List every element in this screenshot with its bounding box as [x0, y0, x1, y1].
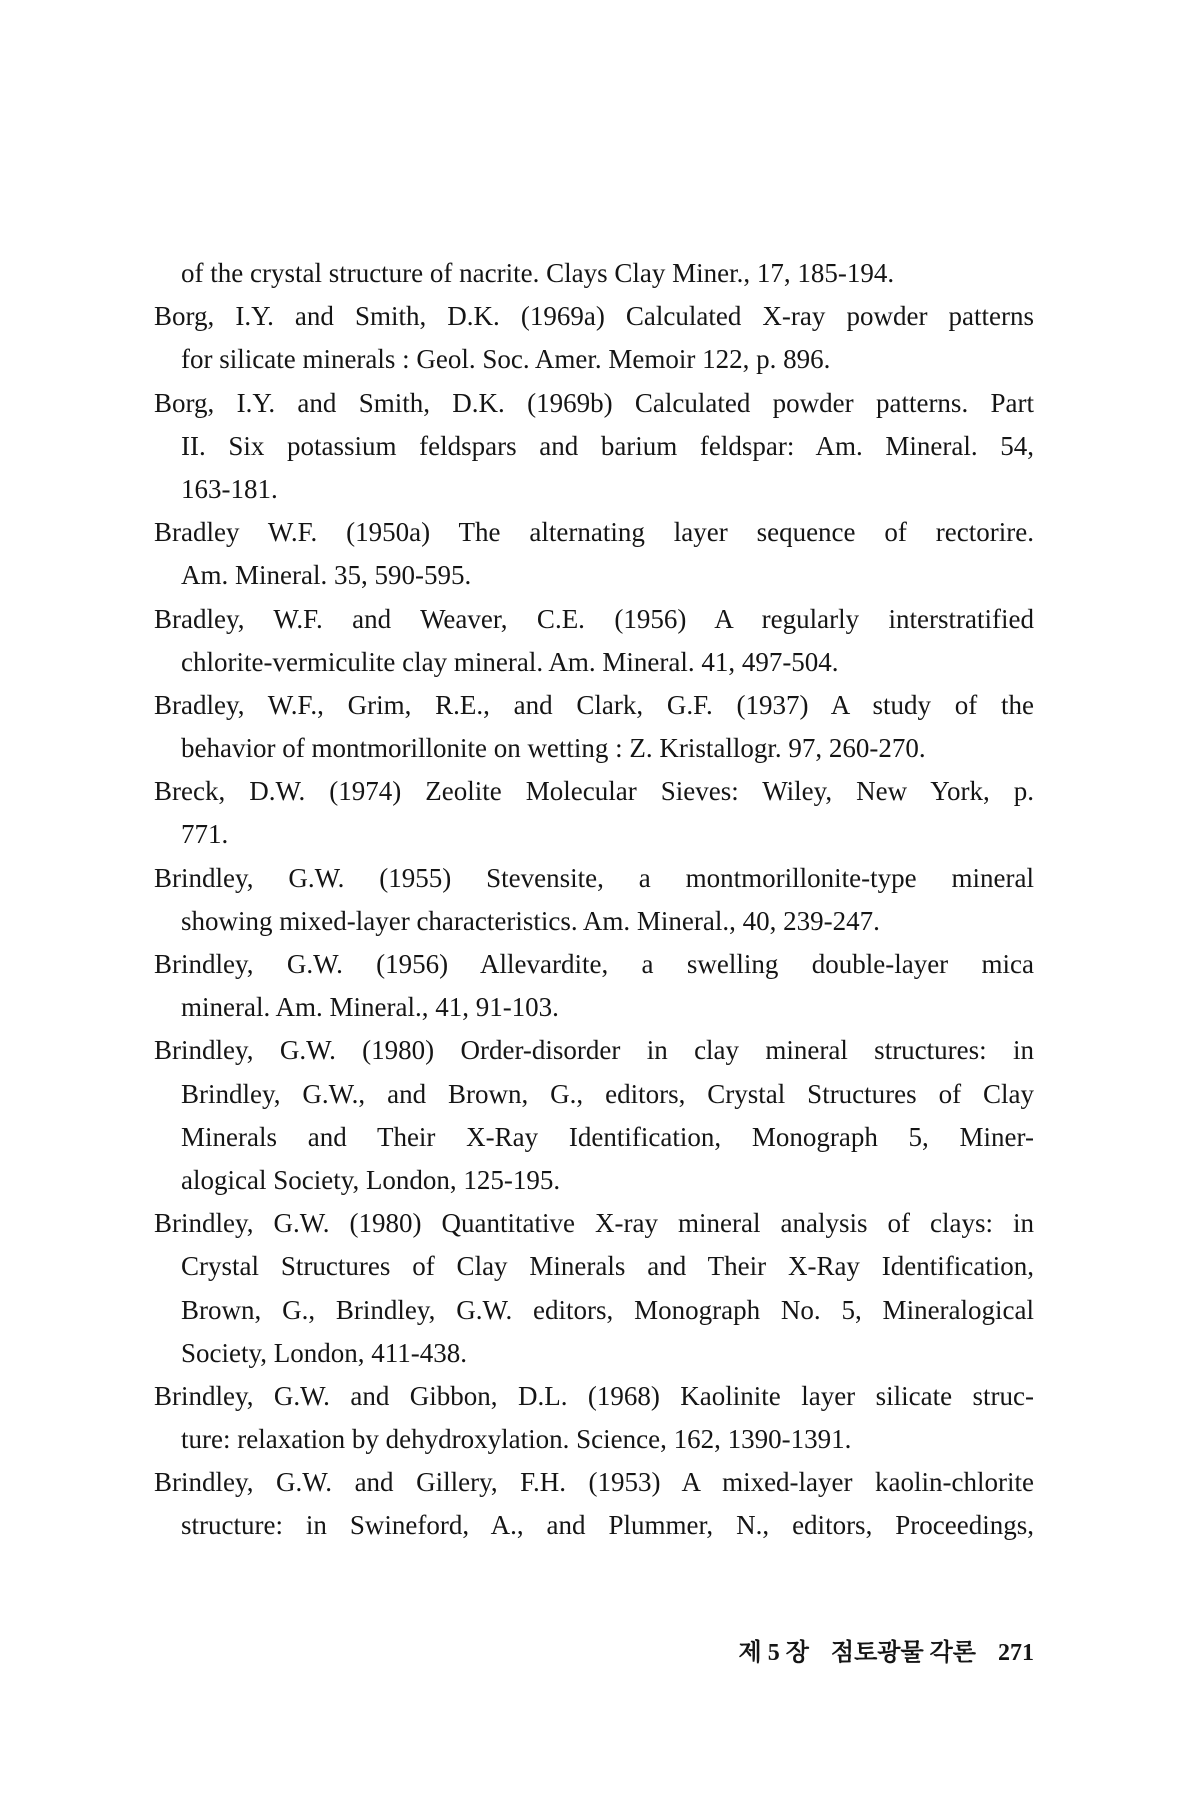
reference-entry: [154, 511, 1034, 597]
reference-line: Bradley W.F. (1950a) The alternating layer sequence of rectorire.: [154, 517, 1034, 548]
reference-line: chlorite-vermiculite clay mineral. Am. Mineral. 41, 497-504.: [181, 646, 839, 677]
page-footer: [717, 1632, 1034, 1667]
reference-line: behavior of montmorillonite on wetting : Z. Kristallogr. 97, 260-270.: [181, 733, 926, 764]
reference-line: Society, London, 411-438.: [181, 1337, 467, 1368]
reference-entry: [154, 1202, 1034, 1375]
reference-line: 771.: [181, 819, 229, 850]
reference-entry: [154, 1461, 1034, 1547]
reference-line: ture: relaxation by dehydroxylation. Science, 162, 1390-1391.: [181, 1424, 852, 1455]
reference-list: [154, 252, 1034, 1548]
reference-entry: [154, 598, 1034, 684]
reference-line: Brindley, G.W. (1956) Allevardite, a swelling double-layer mica: [154, 949, 1034, 979]
page-number: 271: [998, 1640, 1034, 1666]
reference-entry: [154, 857, 1034, 943]
reference-entry: [154, 684, 1034, 770]
reference-line: Brindley, G.W. (1980) Quantitative X-ray mineral analysis of clays: in: [154, 1208, 1034, 1239]
reference-line: Breck, D.W. (1974) Zeolite Molecular Sieves: Wiley, New York, p.: [154, 776, 1034, 807]
reference-line: Brown, G., Brindley, G.W. editors, Monograph No. 5, Mineralogical: [181, 1294, 1034, 1325]
reference-line: II. Six potassium feldspars and barium feldspar: Am. Mineral. 54,: [181, 430, 1034, 461]
reference-line: mineral. Am. Mineral., 41, 91-103.: [181, 992, 559, 1023]
reference-line: Brindley, G.W. and Gillery, F.H. (1953) A mixed-layer kaolin-chlorite: [154, 1467, 1034, 1498]
reference-line: Bradley, W.F., Grim, R.E., and Clark, G.F. (1937) A study of the: [154, 689, 1034, 720]
reference-line: Brindley, G.W. and Gibbon, D.L. (1968) Kaolinite layer silicate struc-: [154, 1380, 1034, 1411]
reference-line: structure: in Swineford, A., and Plummer, N., editors, Proceedings,: [181, 1510, 1034, 1541]
reference-entry: [154, 1029, 1034, 1202]
reference-entry: [154, 382, 1034, 512]
reference-line: for silicate minerals : Geol. Soc. Amer. Memoir 122, p. 896.: [181, 344, 831, 375]
reference-line: Minerals and Their X-Ray Identification, Monograph 5, Miner-: [181, 1121, 1034, 1152]
reference-entry: [154, 770, 1034, 856]
reference-line: of the crystal structure of nacrite. Clays Clay Miner., 17, 185-194.: [181, 258, 895, 288]
footer-section: 점토광물 각론: [830, 1640, 976, 1666]
reference-line: alogical Society, London, 125-195.: [181, 1164, 561, 1195]
reference-entry: [154, 252, 1034, 295]
reference-line: Borg, I.Y. and Smith, D.K. (1969b) Calculated powder patterns. Part: [154, 387, 1034, 418]
reference-line: Brindley, G.W. (1980) Order-disorder in clay mineral structures: in: [154, 1035, 1034, 1066]
reference-entry: [154, 943, 1034, 1029]
reference-line: Brindley, G.W., and Brown, G., editors, Crystal Structures of Clay: [181, 1078, 1034, 1109]
reference-entry: [154, 295, 1034, 381]
reference-line: Am. Mineral. 35, 590-595.: [181, 560, 472, 591]
reference-line: 163-181.: [181, 473, 278, 504]
reference-entry: [154, 1375, 1034, 1461]
reference-line: Bradley, W.F. and Weaver, C.E. (1956) A regularly interstratified: [154, 603, 1034, 634]
reference-line: Crystal Structures of Clay Minerals and Their X-Ray Identification,: [181, 1251, 1034, 1282]
reference-line: showing mixed-layer characteristics. Am. Mineral., 40, 239-247.: [181, 905, 880, 936]
reference-line: Brindley, G.W. (1955) Stevensite, a montmorillonite-type mineral: [154, 862, 1034, 893]
footer-chapter: 제 5 장: [738, 1640, 809, 1666]
reference-line: Borg, I.Y. and Smith, D.K. (1969a) Calculated X-ray powder patterns: [154, 301, 1034, 332]
